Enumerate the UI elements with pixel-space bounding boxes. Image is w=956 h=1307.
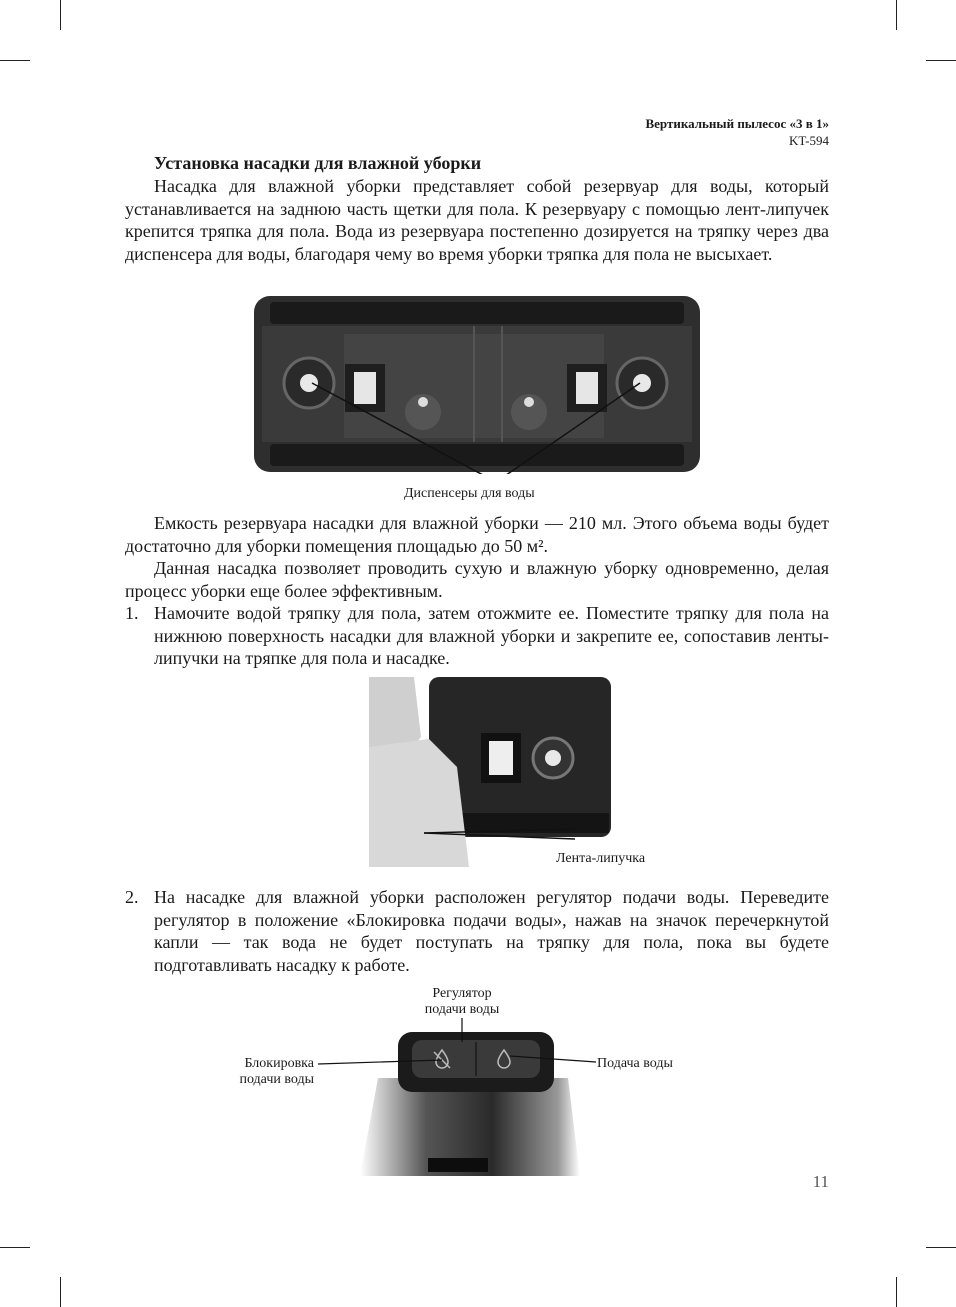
crop-mark [0, 1247, 30, 1248]
block-water-caption-line2: подачи воды [239, 1072, 314, 1087]
regulator-caption [415, 986, 509, 1018]
step-two-block [125, 886, 829, 976]
water-tank-figure [252, 294, 702, 474]
dispensers-caption: Диспенсеры для воды [404, 486, 535, 501]
crop-mark [896, 0, 897, 30]
list-item [125, 886, 829, 976]
regulator-caption-line1: Регулятор [432, 986, 492, 1001]
section-intro-block [125, 152, 829, 265]
capacity-paragraph: Емкость резервуара насадки для влажной уборки — 210 мл. Этого объема воды будет достаточно для уборки помещения площадью до 50 м². [125, 513, 829, 556]
regulator-illustration [318, 1018, 598, 1176]
crop-mark [60, 0, 61, 30]
running-header-title: Вертикальный пылесос «3 в 1» [645, 116, 829, 131]
page-number: 11 [812, 1172, 829, 1191]
crop-mark [60, 1277, 61, 1307]
step-number: 1. [125, 603, 139, 623]
running-header-model: KT-594 [789, 133, 829, 148]
crop-mark [926, 60, 956, 61]
section-title: Установка насадки для влажной уборки [154, 153, 482, 173]
capacity-block [125, 512, 829, 670]
block-water-caption [228, 1056, 314, 1088]
step-text: Намочите водой тряпку для пола, затем отожмите ее. Поместите тряпку для пола на нижнюю поверхность насадки для влажной уборки и закрепите ее, сопоставив ленты-липучки на тряпке для пола и насадке. [154, 603, 829, 668]
crop-mark [0, 60, 30, 61]
block-water-caption-line1: Блокировка [244, 1056, 314, 1071]
step-text: На насадке для влажной уборки расположен регулятор подачи воды. Переведите регулятор в положение «Блокировка подачи воды», нажав на значок перечеркнутой капли — так вода не будет поступать на тряпку для пола, пока вы будете подготавливать насадку к работе. [154, 887, 829, 975]
cloth-attach-figure [369, 677, 611, 867]
water-tank-illustration [252, 294, 702, 474]
combined-cleaning-paragraph: Данная насадка позволяет проводить сухую и влажную уборку одновременно, делая процесс уборки еще более эффективным. [125, 558, 829, 601]
regulator-caption-line2: подачи воды [424, 1002, 500, 1017]
intro-paragraph: Насадка для влажной уборки представляет собой резервуар для воды, который устанавливается на заднюю часть щетки для пола. К резервуару с помощью лент-липучек крепится тряпка для пола. Вода из резервуара постепенно дозируется на тряпку через два диспенсера для воды, благодаря чему во время уборки тряпка для пола не высыхает. [125, 176, 829, 264]
cloth-attach-illustration [369, 677, 611, 867]
step-number: 2. [125, 887, 139, 907]
velcro-caption: Лента-липучка [556, 851, 646, 866]
list-item [125, 602, 829, 670]
crop-mark [896, 1277, 897, 1307]
regulator-figure [318, 1018, 598, 1176]
crop-mark [926, 1247, 956, 1248]
water-supply-caption: Подача воды [597, 1056, 673, 1071]
